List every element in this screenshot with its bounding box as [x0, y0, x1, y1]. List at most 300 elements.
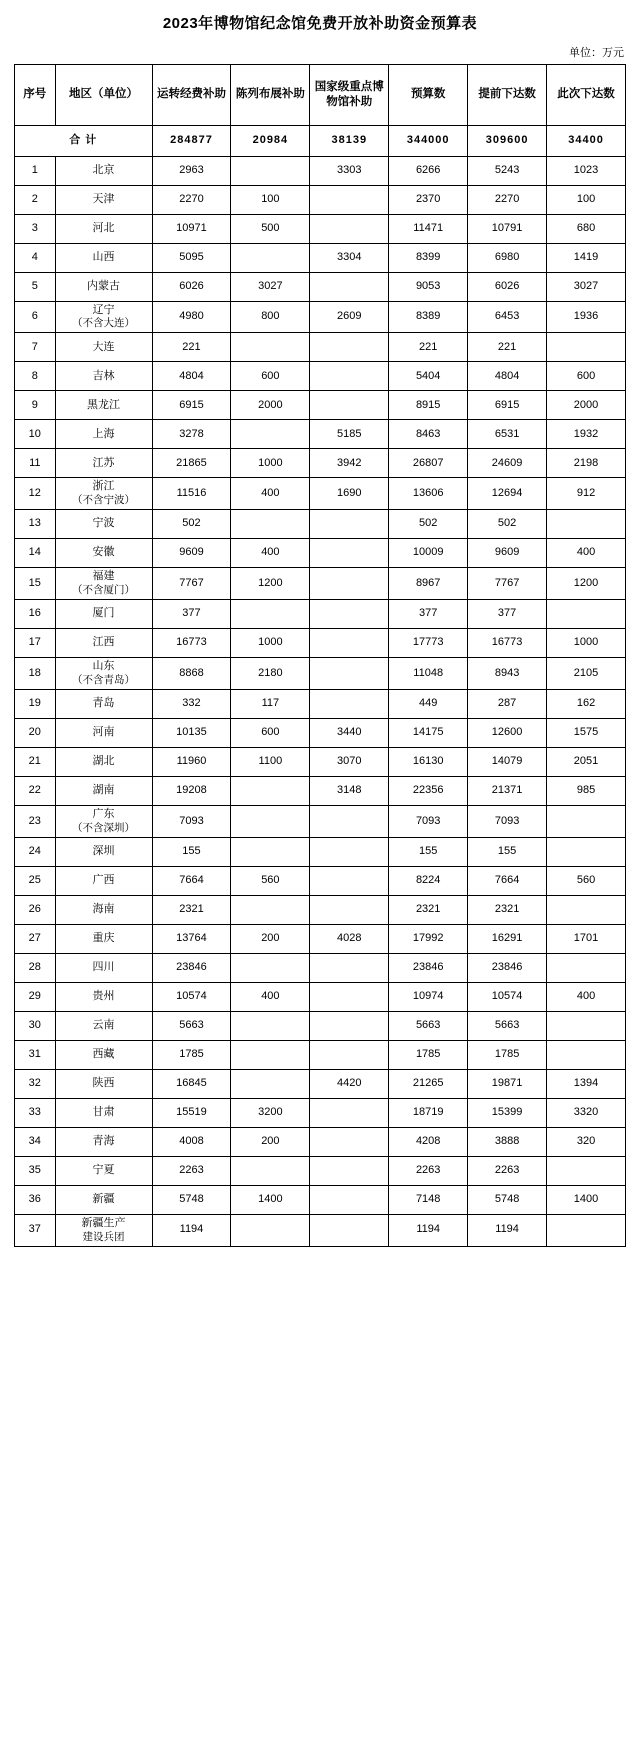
cell-advance-issued: 16773: [468, 629, 547, 658]
region-name: 甘肃: [92, 1106, 115, 1118]
unit-note: 单位：万元: [569, 46, 624, 59]
row-index: 18: [15, 658, 56, 690]
row-region: [55, 1069, 152, 1098]
cell-current-issued: 1419: [547, 243, 626, 272]
region-name: 贵州: [92, 990, 115, 1002]
region-name: 新疆生产: [81, 1216, 126, 1229]
row-index: 12: [15, 478, 56, 510]
cell-exhibition-subsidy: 200: [231, 1127, 310, 1156]
region-note: （不含宁波）: [72, 494, 136, 507]
cell-national-key-museum-subsidy: [310, 214, 389, 243]
cell-exhibition-subsidy: 1200: [231, 568, 310, 600]
row-region: [55, 449, 152, 478]
region-name: 河北: [92, 221, 115, 234]
cell-budget-amount: 11471: [389, 214, 468, 243]
cell-budget-amount: 10974: [389, 982, 468, 1011]
table-row: [15, 301, 626, 333]
cell-national-key-museum-subsidy: [310, 568, 389, 600]
cell-national-key-museum-subsidy: [310, 391, 389, 420]
cell-current-issued: 1200: [547, 568, 626, 600]
total-national-key-museum-subsidy: 38139: [310, 125, 389, 156]
total-advance-issued: 309600: [468, 125, 547, 156]
cell-advance-issued: 5748: [468, 1185, 547, 1214]
cell-current-issued: [547, 333, 626, 362]
region-name: 浙江: [92, 480, 115, 493]
row-region: [55, 658, 152, 690]
row-region: [55, 895, 152, 924]
cell-current-issued: 3027: [547, 272, 626, 301]
budget-table: [14, 64, 626, 1247]
row-region: [55, 719, 152, 748]
cell-exhibition-subsidy: 3027: [231, 272, 310, 301]
row-region: [55, 510, 152, 539]
row-region: [55, 866, 152, 895]
cell-current-issued: 600: [547, 362, 626, 391]
cell-current-issued: [547, 895, 626, 924]
row-index: 36: [15, 1185, 56, 1214]
cell-current-issued: 320: [547, 1127, 626, 1156]
row-index: 22: [15, 777, 56, 806]
cell-national-key-museum-subsidy: [310, 690, 389, 719]
cell-current-issued: [547, 1011, 626, 1040]
cell-advance-issued: 5663: [468, 1011, 547, 1040]
table-row: [15, 1098, 626, 1127]
cell-advance-issued: 12600: [468, 719, 547, 748]
cell-budget-amount: 1194: [389, 1214, 468, 1246]
region-note: （不含大连）: [72, 317, 136, 330]
cell-budget-amount: 2370: [389, 185, 468, 214]
cell-budget-amount: 8967: [389, 568, 468, 600]
row-index: 10: [15, 420, 56, 449]
cell-exhibition-subsidy: [231, 806, 310, 838]
cell-exhibition-subsidy: 600: [231, 719, 310, 748]
cell-budget-amount: 2321: [389, 895, 468, 924]
cell-operating-subsidy: 221: [152, 333, 231, 362]
row-region: [55, 243, 152, 272]
cell-current-issued: 560: [547, 866, 626, 895]
region-name: 山东: [92, 660, 115, 673]
cell-current-issued: [547, 837, 626, 866]
cell-exhibition-subsidy: [231, 333, 310, 362]
cell-current-issued: 1394: [547, 1069, 626, 1098]
table-row: [15, 449, 626, 478]
row-index: 28: [15, 953, 56, 982]
cell-national-key-museum-subsidy: [310, 333, 389, 362]
row-index: 15: [15, 568, 56, 600]
cell-budget-amount: 8389: [389, 301, 468, 333]
region-name: 青岛: [92, 697, 115, 710]
header-row: [15, 64, 626, 125]
cell-current-issued: 2105: [547, 658, 626, 690]
cell-advance-issued: 12694: [468, 478, 547, 510]
table-row: [15, 953, 626, 982]
cell-national-key-museum-subsidy: [310, 185, 389, 214]
cell-national-key-museum-subsidy: [310, 806, 389, 838]
table-row: [15, 1040, 626, 1069]
cell-national-key-museum-subsidy: 3070: [310, 748, 389, 777]
cell-operating-subsidy: 5095: [152, 243, 231, 272]
cell-budget-amount: 8399: [389, 243, 468, 272]
cell-budget-amount: 2263: [389, 1156, 468, 1185]
cell-operating-subsidy: 7093: [152, 806, 231, 838]
column-header-index: 序号: [15, 64, 56, 125]
region-name: 上海: [92, 427, 115, 440]
column-header-operating-subsidy: 运转经费补助: [152, 64, 231, 125]
table-row: [15, 1214, 626, 1246]
cell-budget-amount: 14175: [389, 719, 468, 748]
cell-budget-amount: 8463: [389, 420, 468, 449]
total-operating-subsidy: 284877: [152, 125, 231, 156]
cell-current-issued: 1000: [547, 629, 626, 658]
cell-advance-issued: 6980: [468, 243, 547, 272]
cell-current-issued: 1936: [547, 301, 626, 333]
total-exhibition-subsidy: 20984: [231, 125, 310, 156]
cell-operating-subsidy: 3278: [152, 420, 231, 449]
table-row: [15, 982, 626, 1011]
row-index: 37: [15, 1214, 56, 1246]
row-index: 6: [15, 301, 56, 333]
region-name: 北京: [92, 163, 115, 176]
column-header-budget-amount: 预算数: [389, 64, 468, 125]
cell-current-issued: [547, 510, 626, 539]
cell-exhibition-subsidy: 2000: [231, 391, 310, 420]
cell-operating-subsidy: 6026: [152, 272, 231, 301]
cell-budget-amount: 502: [389, 510, 468, 539]
region-name: 陕西: [92, 1077, 115, 1089]
table-row: [15, 719, 626, 748]
region-name: 宁波: [92, 517, 115, 530]
region-name: 吉林: [92, 369, 115, 382]
cell-budget-amount: 7148: [389, 1185, 468, 1214]
cell-budget-amount: 23846: [389, 953, 468, 982]
cell-advance-issued: 24609: [468, 449, 547, 478]
cell-current-issued: 1932: [547, 420, 626, 449]
cell-budget-amount: 155: [389, 837, 468, 866]
table-row: [15, 391, 626, 420]
table-row: [15, 243, 626, 272]
table-row: [15, 1127, 626, 1156]
cell-operating-subsidy: 4008: [152, 1127, 231, 1156]
cell-exhibition-subsidy: 3200: [231, 1098, 310, 1127]
cell-operating-subsidy: 10971: [152, 214, 231, 243]
cell-operating-subsidy: 7664: [152, 866, 231, 895]
region-name: 江苏: [92, 456, 115, 469]
cell-exhibition-subsidy: 200: [231, 924, 310, 953]
cell-national-key-museum-subsidy: 2609: [310, 301, 389, 333]
cell-operating-subsidy: 1785: [152, 1040, 231, 1069]
cell-exhibition-subsidy: 1000: [231, 629, 310, 658]
region-name: 内蒙古: [87, 279, 121, 292]
row-region: [55, 1214, 152, 1246]
cell-budget-amount: 1785: [389, 1040, 468, 1069]
table-row: [15, 629, 626, 658]
region-name: 黑龙江: [87, 398, 121, 411]
cell-exhibition-subsidy: 1100: [231, 748, 310, 777]
cell-national-key-museum-subsidy: [310, 837, 389, 866]
row-index: 4: [15, 243, 56, 272]
table-row: [15, 924, 626, 953]
cell-advance-issued: 7767: [468, 568, 547, 600]
table-body: [15, 125, 626, 1246]
column-header-advance-issued: 提前下达数: [468, 64, 547, 125]
region-name: 福建: [92, 570, 115, 583]
table-row: [15, 272, 626, 301]
table-row: [15, 156, 626, 185]
cell-advance-issued: 2263: [468, 1156, 547, 1185]
row-region: [55, 272, 152, 301]
row-index: 14: [15, 539, 56, 568]
table-row: [15, 600, 626, 629]
cell-exhibition-subsidy: 2180: [231, 658, 310, 690]
cell-national-key-museum-subsidy: 3942: [310, 449, 389, 478]
column-header-exhibition-subsidy: 陈列布展补助: [231, 64, 310, 125]
row-index: 5: [15, 272, 56, 301]
row-index: 23: [15, 806, 56, 838]
row-index: 9: [15, 391, 56, 420]
table-row: [15, 510, 626, 539]
cell-current-issued: 162: [547, 690, 626, 719]
cell-operating-subsidy: 9609: [152, 539, 231, 568]
total-budget-amount: 344000: [389, 125, 468, 156]
cell-exhibition-subsidy: [231, 1011, 310, 1040]
cell-advance-issued: 9609: [468, 539, 547, 568]
cell-operating-subsidy: 5663: [152, 1011, 231, 1040]
total-current-issued: 34400: [547, 125, 626, 156]
row-region: [55, 1185, 152, 1214]
region-name: 深圳: [92, 845, 115, 857]
region-name: 安徽: [92, 546, 115, 559]
row-region: [55, 1156, 152, 1185]
cell-budget-amount: 5404: [389, 362, 468, 391]
cell-budget-amount: 22356: [389, 777, 468, 806]
region-name: 云南: [92, 1019, 115, 1031]
cell-advance-issued: 23846: [468, 953, 547, 982]
cell-budget-amount: 4208: [389, 1127, 468, 1156]
row-region: [55, 600, 152, 629]
table-row: [15, 1185, 626, 1214]
cell-budget-amount: 7093: [389, 806, 468, 838]
cell-advance-issued: 7664: [468, 866, 547, 895]
row-region: [55, 748, 152, 777]
cell-national-key-museum-subsidy: [310, 953, 389, 982]
region-name: 大连: [92, 340, 115, 353]
cell-operating-subsidy: 10574: [152, 982, 231, 1011]
cell-operating-subsidy: 13764: [152, 924, 231, 953]
cell-current-issued: 1701: [547, 924, 626, 953]
cell-national-key-museum-subsidy: [310, 866, 389, 895]
cell-current-issued: [547, 1214, 626, 1246]
cell-exhibition-subsidy: [231, 1156, 310, 1185]
region-name: 江西: [92, 636, 115, 649]
table-row: [15, 362, 626, 391]
region-name: 海南: [92, 903, 115, 915]
cell-national-key-museum-subsidy: [310, 600, 389, 629]
cell-advance-issued: 6531: [468, 420, 547, 449]
cell-national-key-museum-subsidy: [310, 1156, 389, 1185]
cell-national-key-museum-subsidy: 3303: [310, 156, 389, 185]
cell-advance-issued: 502: [468, 510, 547, 539]
cell-current-issued: [547, 1040, 626, 1069]
column-header-national-key-museum-subsidy: 国家级重点博物馆补助: [310, 64, 389, 125]
cell-advance-issued: 19871: [468, 1069, 547, 1098]
row-index: 32: [15, 1069, 56, 1098]
row-region: [55, 568, 152, 600]
cell-advance-issued: 6453: [468, 301, 547, 333]
table-row: [15, 837, 626, 866]
cell-budget-amount: 8915: [389, 391, 468, 420]
cell-operating-subsidy: 2270: [152, 185, 231, 214]
cell-operating-subsidy: 16773: [152, 629, 231, 658]
cell-budget-amount: 5663: [389, 1011, 468, 1040]
row-region: [55, 301, 152, 333]
total-label: 合 计: [15, 125, 153, 156]
cell-budget-amount: 13606: [389, 478, 468, 510]
cell-advance-issued: 6026: [468, 272, 547, 301]
cell-advance-issued: 15399: [468, 1098, 547, 1127]
region-name: 天津: [92, 192, 115, 205]
cell-exhibition-subsidy: 600: [231, 362, 310, 391]
cell-national-key-museum-subsidy: [310, 1127, 389, 1156]
cell-exhibition-subsidy: [231, 895, 310, 924]
cell-budget-amount: 377: [389, 600, 468, 629]
cell-current-issued: 985: [547, 777, 626, 806]
row-region: [55, 1011, 152, 1040]
region-note: （不含厦门）: [72, 584, 136, 596]
row-index: 34: [15, 1127, 56, 1156]
cell-national-key-museum-subsidy: [310, 539, 389, 568]
cell-national-key-museum-subsidy: 5185: [310, 420, 389, 449]
cell-exhibition-subsidy: 1400: [231, 1185, 310, 1214]
cell-operating-subsidy: 8868: [152, 658, 231, 690]
table-row: [15, 420, 626, 449]
row-index: 1: [15, 156, 56, 185]
table-row: [15, 478, 626, 510]
cell-exhibition-subsidy: 560: [231, 866, 310, 895]
region-note: （不含青岛）: [72, 673, 136, 686]
region-name: 湖南: [92, 784, 115, 797]
region-name: 广东: [92, 808, 115, 820]
cell-operating-subsidy: 4804: [152, 362, 231, 391]
table-row: [15, 866, 626, 895]
cell-national-key-museum-subsidy: [310, 1040, 389, 1069]
cell-operating-subsidy: 502: [152, 510, 231, 539]
cell-operating-subsidy: 11960: [152, 748, 231, 777]
row-index: 27: [15, 924, 56, 953]
region-name: 青海: [92, 1135, 115, 1147]
cell-budget-amount: 9053: [389, 272, 468, 301]
region-name: 重庆: [92, 932, 115, 944]
row-index: 7: [15, 333, 56, 362]
cell-advance-issued: 7093: [468, 806, 547, 838]
cell-budget-amount: 21265: [389, 1069, 468, 1098]
row-index: 33: [15, 1098, 56, 1127]
cell-advance-issued: 6915: [468, 391, 547, 420]
cell-national-key-museum-subsidy: [310, 272, 389, 301]
cell-current-issued: 1023: [547, 156, 626, 185]
row-region: [55, 185, 152, 214]
row-index: 16: [15, 600, 56, 629]
table-row: [15, 690, 626, 719]
region-name: 四川: [92, 961, 115, 973]
row-index: 21: [15, 748, 56, 777]
cell-advance-issued: 155: [468, 837, 547, 866]
cell-operating-subsidy: 11516: [152, 478, 231, 510]
cell-budget-amount: 11048: [389, 658, 468, 690]
cell-advance-issued: 377: [468, 600, 547, 629]
cell-budget-amount: 221: [389, 333, 468, 362]
cell-operating-subsidy: 19208: [152, 777, 231, 806]
row-region: [55, 837, 152, 866]
cell-current-issued: 2051: [547, 748, 626, 777]
cell-operating-subsidy: 377: [152, 600, 231, 629]
row-region: [55, 156, 152, 185]
cell-operating-subsidy: 1194: [152, 1214, 231, 1246]
cell-current-issued: 400: [547, 539, 626, 568]
row-index: 30: [15, 1011, 56, 1040]
cell-national-key-museum-subsidy: 4028: [310, 924, 389, 953]
cell-advance-issued: 3888: [468, 1127, 547, 1156]
table-row: [15, 748, 626, 777]
cell-advance-issued: 8943: [468, 658, 547, 690]
region-name: 河南: [92, 726, 115, 739]
row-index: 35: [15, 1156, 56, 1185]
total-row: [15, 125, 626, 156]
cell-national-key-museum-subsidy: [310, 629, 389, 658]
cell-exhibition-subsidy: [231, 243, 310, 272]
cell-exhibition-subsidy: [231, 600, 310, 629]
cell-national-key-museum-subsidy: [310, 1185, 389, 1214]
table-row: [15, 333, 626, 362]
cell-operating-subsidy: 5748: [152, 1185, 231, 1214]
cell-exhibition-subsidy: 500: [231, 214, 310, 243]
cell-national-key-museum-subsidy: 4420: [310, 1069, 389, 1098]
cell-budget-amount: 17992: [389, 924, 468, 953]
cell-advance-issued: 16291: [468, 924, 547, 953]
cell-advance-issued: 2270: [468, 185, 547, 214]
cell-budget-amount: 26807: [389, 449, 468, 478]
cell-current-issued: 2198: [547, 449, 626, 478]
table-row: [15, 658, 626, 690]
cell-budget-amount: 449: [389, 690, 468, 719]
cell-current-issued: [547, 600, 626, 629]
row-index: 11: [15, 449, 56, 478]
cell-advance-issued: 14079: [468, 748, 547, 777]
cell-exhibition-subsidy: [231, 1214, 310, 1246]
region-name: 新疆: [92, 1193, 115, 1205]
cell-budget-amount: 6266: [389, 156, 468, 185]
cell-current-issued: 2000: [547, 391, 626, 420]
cell-budget-amount: 16130: [389, 748, 468, 777]
cell-budget-amount: 17773: [389, 629, 468, 658]
cell-exhibition-subsidy: 400: [231, 982, 310, 1011]
row-index: 29: [15, 982, 56, 1011]
row-index: 2: [15, 185, 56, 214]
region-note: （不含深圳）: [72, 821, 136, 834]
cell-advance-issued: 10574: [468, 982, 547, 1011]
page-title: 2023年博物馆纪念馆免费开放补助资金预算表: [162, 15, 478, 32]
cell-current-issued: 680: [547, 214, 626, 243]
table-header: [15, 64, 626, 125]
region-name: 厦门: [92, 607, 115, 620]
cell-current-issued: [547, 1156, 626, 1185]
cell-operating-subsidy: 332: [152, 690, 231, 719]
cell-exhibition-subsidy: 400: [231, 539, 310, 568]
cell-operating-subsidy: 4980: [152, 301, 231, 333]
row-region: [55, 924, 152, 953]
cell-operating-subsidy: 15519: [152, 1098, 231, 1127]
table-row: [15, 895, 626, 924]
cell-advance-issued: 4804: [468, 362, 547, 391]
